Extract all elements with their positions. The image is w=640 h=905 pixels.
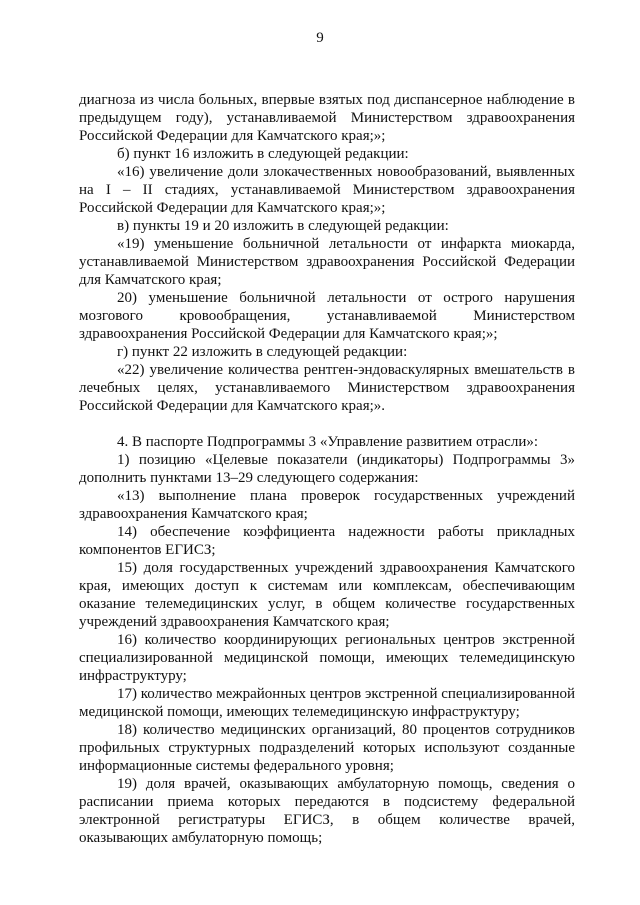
paragraph-indicator-13: «13) выполнение плана проверок государственных учреждений здравоохранения Камчатского края;: [79, 488, 575, 522]
paragraph-item-b: б) пункт 16 изложить в следующей редакции:: [117, 146, 409, 162]
paragraph-indicator-14: 14) обеспечение коэффициента надежности работы прикладных компонентов ЕГИСЗ;: [79, 524, 575, 558]
paragraph-point-19: «19) уменьшение больничной летальности от инфаркта миокарда, устанавливаемой Министерством здравоохранения Российской Федерации для Камчатского края;: [79, 236, 575, 288]
paragraph-point-22: «22) увеличение количества рентген-эндоваскулярных вмешательств в лечебных целях, устанавливаемого Министерством здравоохранения Российской Федерации для Камчатского края;».: [79, 362, 575, 414]
paragraph-indicator-17: 17) количество межрайонных центров экстренной специализированной медицинской помощи, имеющих телемедицинскую инфраструктуру;: [79, 686, 575, 720]
paragraph-spacer: [79, 415, 575, 433]
document-body: [79, 91, 575, 847]
paragraph-continuation: диагноза из числа больных, впервые взятых под диспансерное наблюдение в предыдущем году), устанавливаемой Министерством здравоохранения Российской Федерации для Камчатского края;»;: [79, 92, 575, 144]
paragraph-indicator-19: 19) доля врачей, оказывающих амбулаторную помощь, сведения о расписании приема которых передаются в подсистему федеральной электронной регистратуры ЕГИСЗ, в общем количестве врачей, оказывающих амбулаторную помощь;: [79, 776, 575, 846]
page-number: 9: [316, 30, 324, 46]
paragraph-section-4: 4. В паспорте Подпрограммы 3 «Управление развитием отрасли»:: [117, 434, 539, 450]
paragraph-item-1: 1) позицию «Целевые показатели (индикаторы) Подпрограммы 3» дополнить пунктами 13–29 следующего содержания:: [79, 452, 575, 486]
paragraph-item-g: г) пункт 22 изложить в следующей редакции:: [117, 344, 408, 360]
paragraph-indicator-18: 18) количество медицинских организаций, 80 процентов сотрудников профильных структурных подразделений которых используют созданные информационные системы федерального уровня;: [79, 722, 575, 774]
paragraph-point-20: 20) уменьшение больничной летальности от острого нарушения мозгового кровообращения, устанавливаемой Министерством здравоохранения Российской Федерации для Камчатского края;»;: [79, 290, 575, 342]
paragraph-item-v: в) пункты 19 и 20 изложить в следующей редакции:: [117, 218, 449, 234]
paragraph-point-16: «16) увеличение доли злокачественных новообразований, выявленных на I – II стадиях, устанавливаемой Министерством здравоохранения Российской Федерации для Камчатского края;»;: [79, 164, 575, 216]
paragraph-indicator-16: 16) количество координирующих региональных центров экстренной специализированной медицинской помощи, имеющих телемедицинскую инфраструктуру;: [79, 632, 575, 684]
paragraph-indicator-15: 15) доля государственных учреждений здравоохранения Камчатского края, имеющих доступ к системам или комплексам, обеспечивающим оказание телемедицинских услуг, в общем количестве государственных учреждений здравоохранения Камчатского края;: [79, 560, 575, 630]
